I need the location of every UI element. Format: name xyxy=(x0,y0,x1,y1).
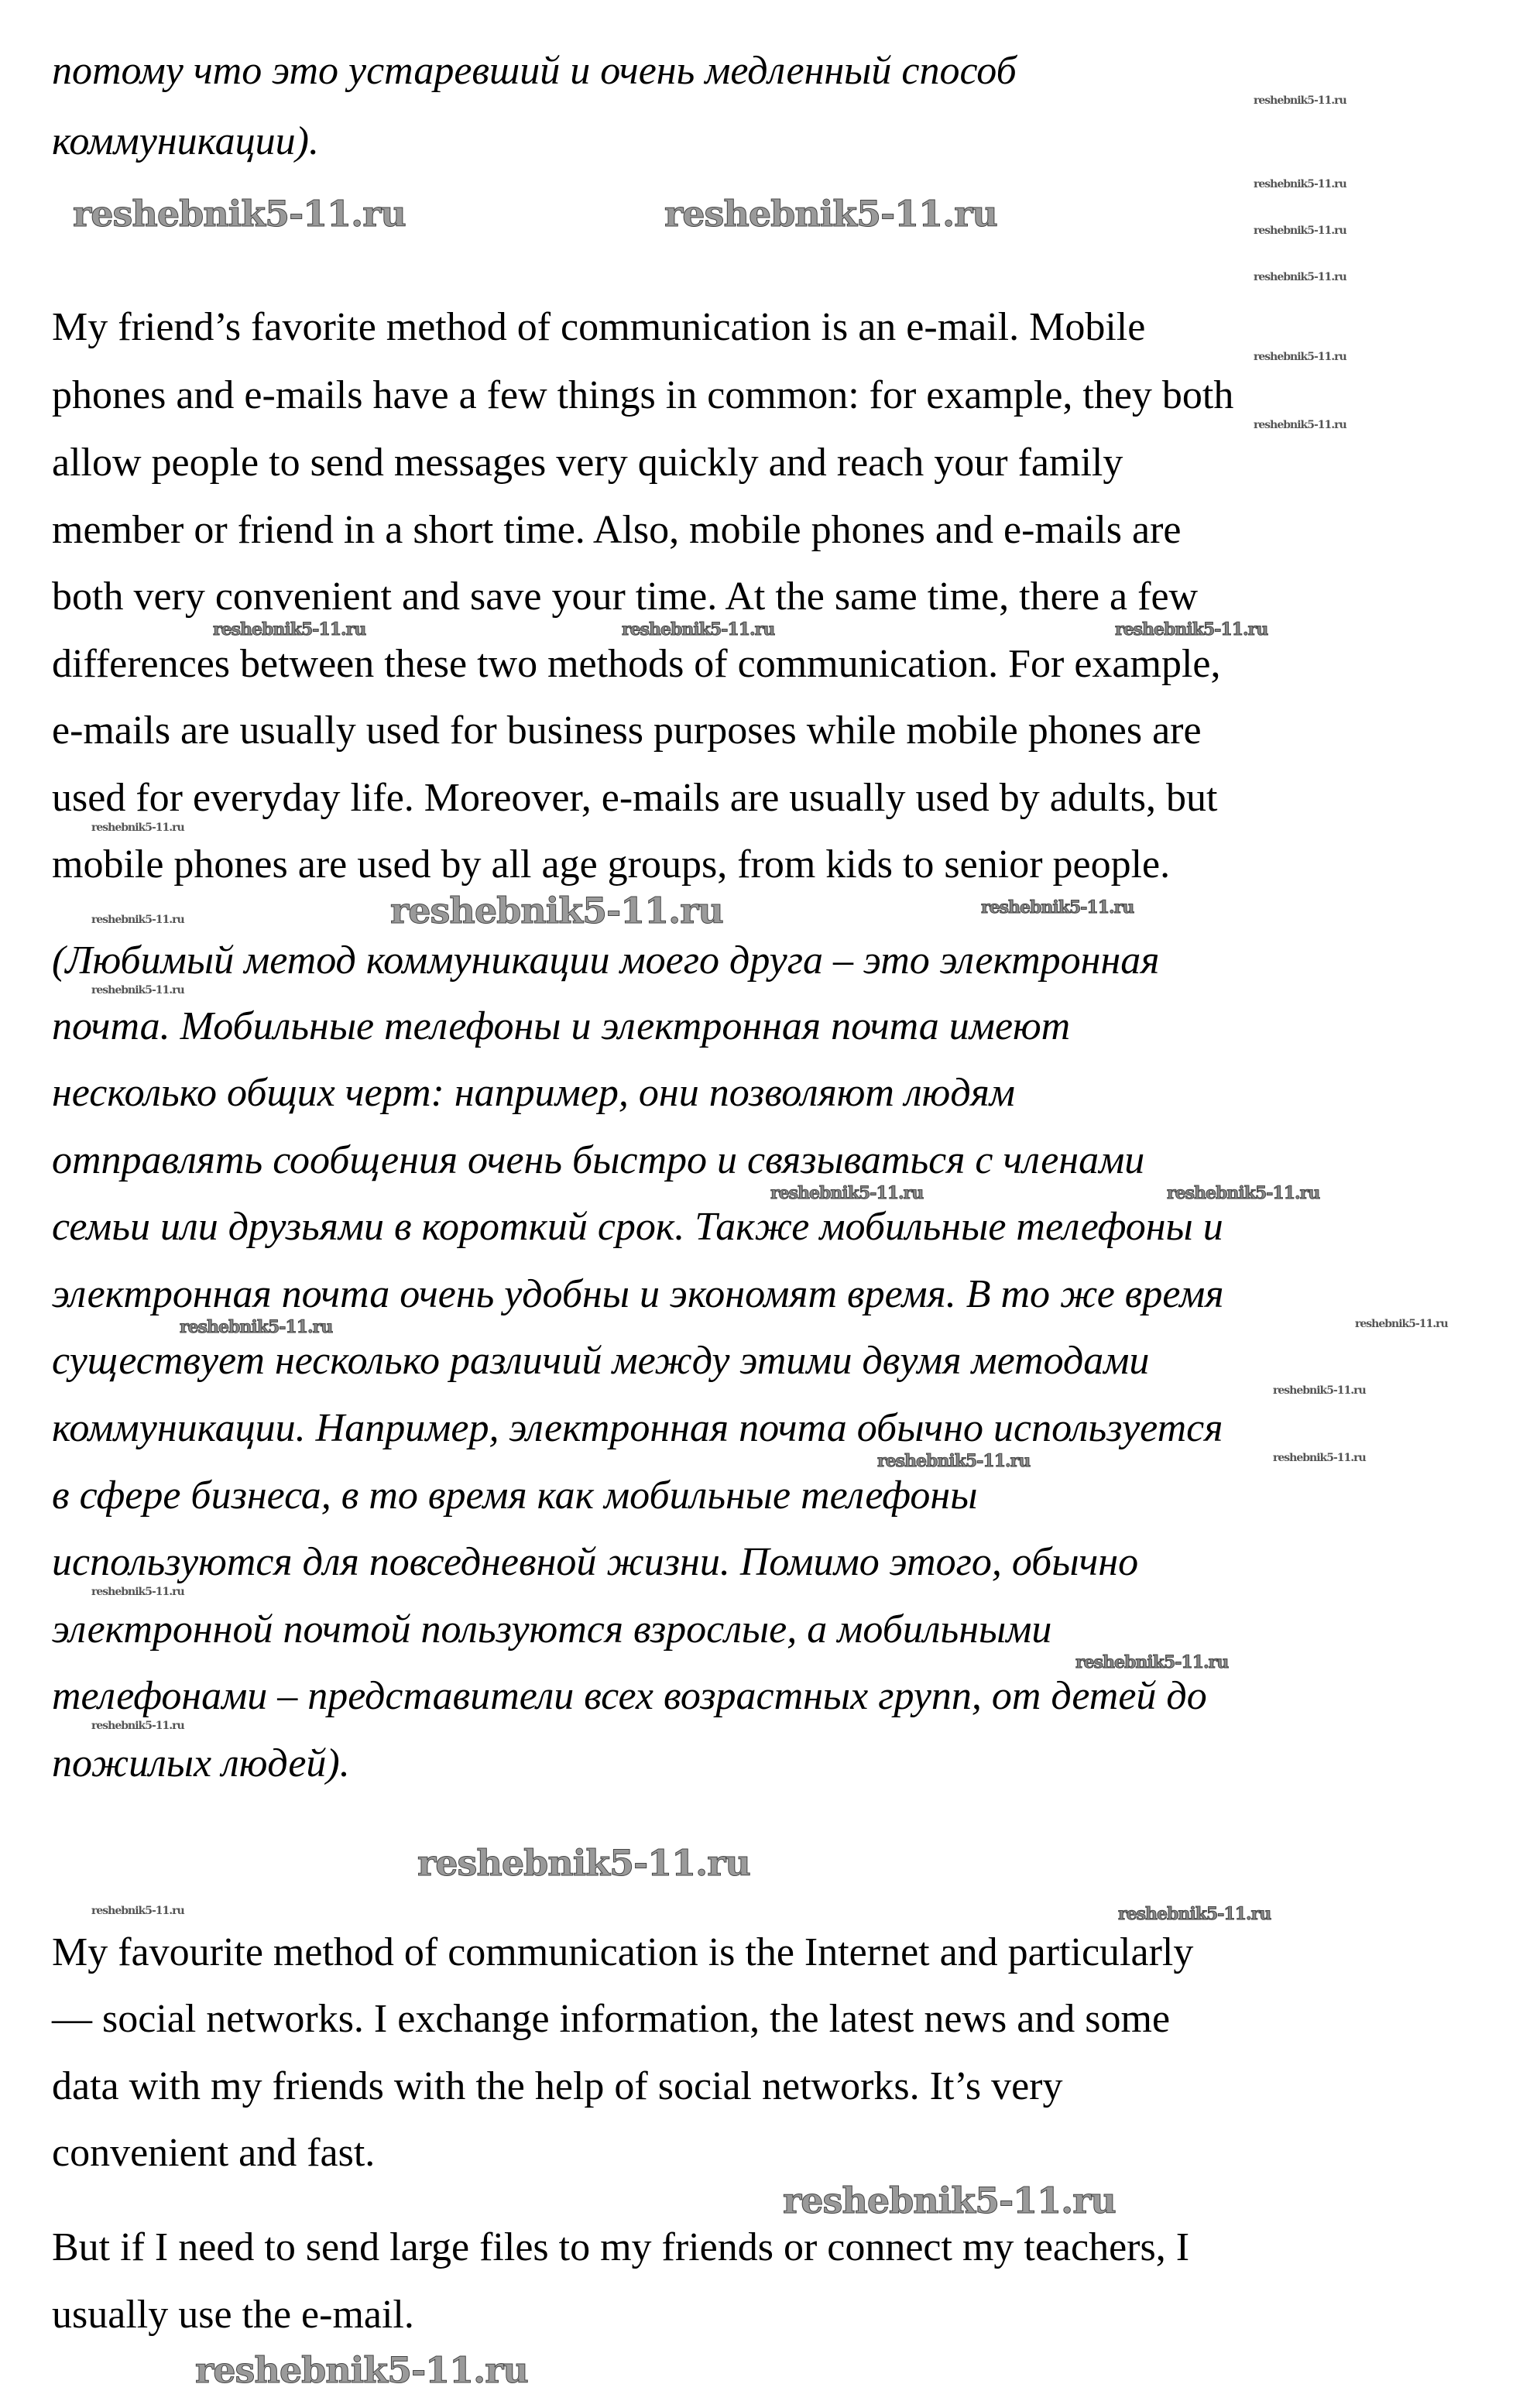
watermark: reshebnik5-11.ru xyxy=(1254,419,1346,432)
watermark: reshebnik5-11.ru xyxy=(213,619,366,640)
watermark: reshebnik5-11.ru xyxy=(1254,350,1346,363)
paragraph-3-line: семьи или друзьями в короткий срок. Также мобильные телефоны и xyxy=(52,1205,1223,1250)
watermark: reshebnik5-11.ru xyxy=(1115,619,1268,640)
watermark: reshebnik5-11.ru xyxy=(664,193,997,235)
watermark: reshebnik5-11.ru xyxy=(195,2349,528,2391)
paragraph-3-line: (Любимый метод коммуникации моего друга – это электронная xyxy=(52,938,1160,983)
watermark: reshebnik5-11.ru xyxy=(1254,271,1346,283)
paragraph-2-line: differences between these two methods of communication. For example, xyxy=(52,641,1221,686)
watermark: reshebnik5-11.ru xyxy=(91,984,184,997)
paragraph-2-line: member or friend in a short time. Also, mobile phones and e-mails are xyxy=(52,507,1182,552)
watermark: reshebnik5-11.ru xyxy=(417,1842,750,1884)
paragraph-3-line: пожилых людей). xyxy=(52,1741,350,1785)
watermark: reshebnik5-11.ru xyxy=(1355,1317,1448,1330)
paragraph-3-line: телефонами – представители всех возрастных групп, от детей до xyxy=(52,1674,1207,1719)
paragraph-3-line: используются для повседневной жизни. Помимо этого, обычно xyxy=(52,1540,1139,1585)
watermark: reshebnik5-11.ru xyxy=(91,1720,184,1733)
paragraph-4-line: — social networks. I exchange information, the latest news and some xyxy=(52,1997,1171,2042)
watermark: reshebnik5-11.ru xyxy=(1273,1452,1366,1465)
paragraph-3-line: почта. Мобильные телефоны и электронная почта имеют xyxy=(52,1003,1071,1048)
paragraph-3-line: коммуникации. Например, электронная почта обычно используется xyxy=(52,1406,1223,1451)
paragraph-3-line: в сфере бизнеса, в то время как мобильные телефоны xyxy=(52,1473,978,1518)
watermark: reshebnik5-11.ru xyxy=(770,1182,924,1203)
paragraph-2-line: mobile phones are used by all age groups, from kids to senior people. xyxy=(52,842,1171,887)
watermark: reshebnik5-11.ru xyxy=(877,1451,1031,1472)
watermark: reshebnik5-11.ru xyxy=(783,2180,1116,2221)
watermark: reshebnik5-11.ru xyxy=(981,897,1134,918)
paragraph-5-line: usually use the e-mail. xyxy=(52,2292,414,2337)
paragraph-2-line: both very convenient and save your time. At the same time, there a few xyxy=(52,575,1199,619)
paragraph-5-line: But if I need to send large files to my friends or connect my teachers, I xyxy=(52,2225,1190,2270)
paragraph-4-line: convenient and fast. xyxy=(52,2131,376,2176)
watermark: reshebnik5-11.ru xyxy=(1254,178,1346,190)
watermark: reshebnik5-11.ru xyxy=(390,890,723,931)
watermark: reshebnik5-11.ru xyxy=(1167,1182,1320,1203)
paragraph-1-line: потому что это устаревший и очень медленный способ xyxy=(52,49,1017,94)
watermark: reshebnik5-11.ru xyxy=(180,1316,333,1337)
paragraph-2-line: used for everyday life. Moreover, e-mails are usually used by adults, but xyxy=(52,775,1218,820)
watermark: reshebnik5-11.ru xyxy=(73,193,406,235)
paragraph-2-line: e-mails are usually used for business purposes while mobile phones are xyxy=(52,708,1202,753)
watermark: reshebnik5-11.ru xyxy=(1075,1652,1229,1672)
watermark: reshebnik5-11.ru xyxy=(1273,1384,1366,1398)
watermark: reshebnik5-11.ru xyxy=(91,1905,184,1917)
paragraph-3-line: отправлять сообщения очень быстро и связываться с членами xyxy=(52,1137,1145,1182)
paragraph-4-line: My favourite method of communication is the Internet and particularly xyxy=(52,1929,1194,1974)
paragraph-1-line: коммуникации). xyxy=(52,118,319,163)
watermark: reshebnik5-11.ru xyxy=(91,1586,184,1599)
paragraph-3-line: электронной почтой пользуются взрослые, а мобильными xyxy=(52,1607,1052,1652)
paragraph-3-line: несколько общих черт: например, они позволяют людям xyxy=(52,1071,1015,1116)
watermark: reshebnik5-11.ru xyxy=(622,619,775,640)
watermark: reshebnik5-11.ru xyxy=(1254,94,1346,108)
watermark: reshebnik5-11.ru xyxy=(1118,1904,1271,1924)
paragraph-3-line: существует несколько различий между этими двумя методами xyxy=(52,1339,1150,1384)
watermark: reshebnik5-11.ru xyxy=(91,914,184,926)
paragraph-2-line: My friend’s favorite method of communication is an e-mail. Mobile xyxy=(52,304,1146,349)
watermark: reshebnik5-11.ru xyxy=(91,821,184,834)
paragraph-2-line: phones and e-mails have a few things in common: for example, they both xyxy=(52,373,1234,418)
paragraph-4-line: data with my friends with the help of social networks. It’s very xyxy=(52,2063,1063,2108)
watermark: reshebnik5-11.ru xyxy=(1254,225,1346,237)
paragraph-3-line: электронная почта очень удобны и экономят время. В то же время xyxy=(52,1271,1224,1316)
paragraph-2-line: allow people to send messages very quickly and reach your family xyxy=(52,440,1123,485)
